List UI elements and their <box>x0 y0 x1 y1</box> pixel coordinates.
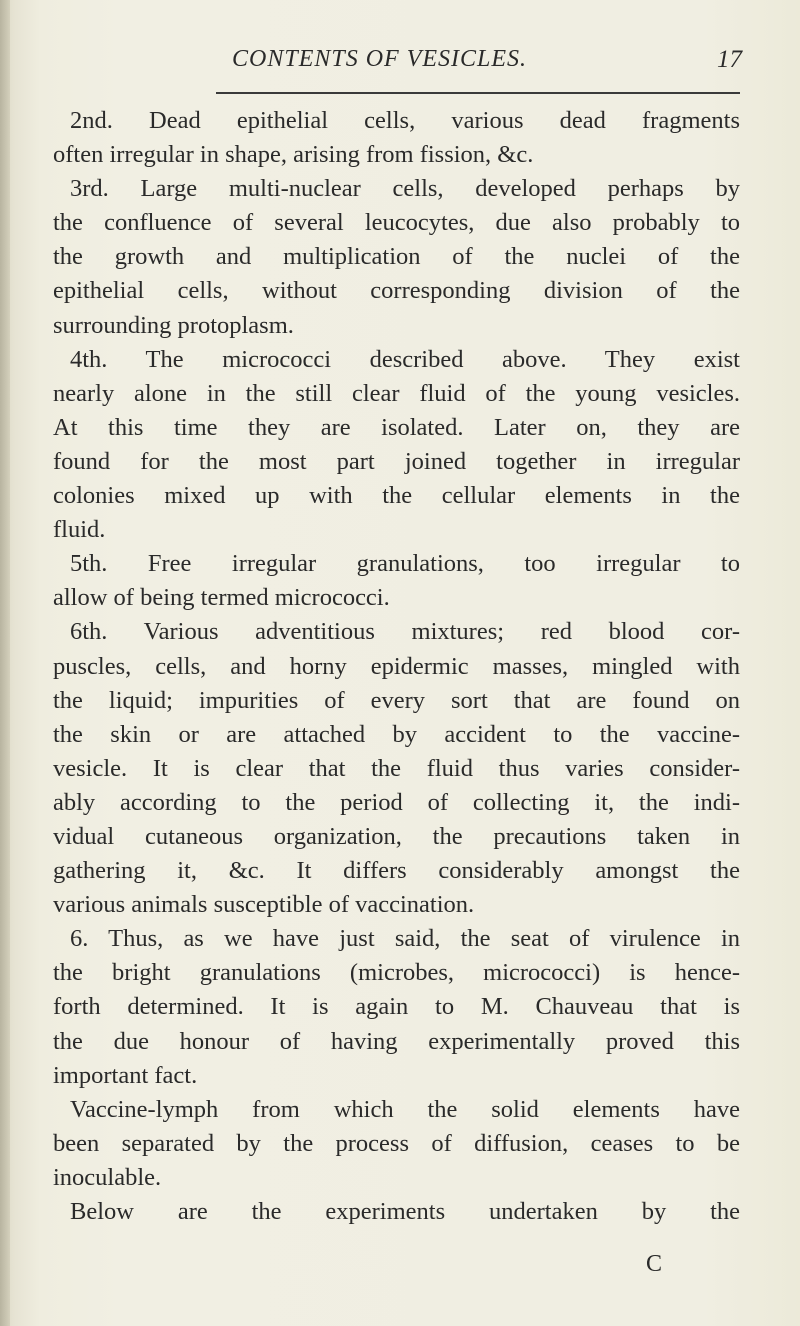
text-line: vesicle. It is clear that the fluid thus varies consider- <box>53 754 740 782</box>
text-line: 3rd. Large multi-nuclear cells, developed perhaps by <box>70 175 740 203</box>
text-line: fluid. <box>53 516 106 544</box>
text-line: the due honour of having experimentally proved this <box>53 1027 740 1055</box>
signature-mark: C <box>646 1251 663 1277</box>
text-line: 6th. Various adventitious mixtures; red blood cor- <box>70 618 740 646</box>
text-line: nearly alone in the still clear fluid of the young vesicles. <box>53 379 740 407</box>
header-rule <box>216 92 740 94</box>
text-line: surrounding protoplasm. <box>53 311 294 339</box>
text-line: vidual cutaneous organization, the precautions taken in <box>53 822 740 850</box>
text-line: the skin or are attached by accident to the vaccine- <box>53 720 740 748</box>
body-text <box>53 104 740 1229</box>
running-title: CONTENTS OF VESICLES. <box>232 46 528 72</box>
text-line: various animals susceptible of vaccination. <box>53 891 475 919</box>
text-line: Below are the experiments undertaken by the <box>70 1198 740 1225</box>
text-line: often irregular in shape, arising from fission, &c. <box>53 141 534 169</box>
text-line: epithelial cells, without corresponding division of the <box>53 277 740 305</box>
running-head <box>60 42 740 82</box>
text-line: important fact. <box>53 1061 198 1089</box>
text-line: inoculable. <box>53 1163 162 1191</box>
text-line: the confluence of several leucocytes, due also probably to <box>53 209 740 237</box>
text-line: gathering it, &c. It differs considerably amongst the <box>53 857 740 885</box>
text-line: allow of being termed micrococci. <box>53 584 390 612</box>
text-line: the growth and multiplication of the nuclei of the <box>53 243 740 271</box>
text-line: 6. Thus, as we have just said, the seat of virulence in <box>70 925 740 953</box>
text-line: At this time they are isolated. Later on, they are <box>53 413 740 441</box>
text-line: Vaccine-lymph from which the solid elements have <box>70 1095 740 1123</box>
text-line: forth determined. It is again to M. Chauveau that is <box>53 993 740 1021</box>
text-line: puscles, cells, and horny epidermic masses, mingled with <box>53 652 740 680</box>
text-line: 5th. Free irregular granulations, too irregular to <box>70 550 740 578</box>
text-line: ably according to the period of collecting it, the indi- <box>53 788 740 816</box>
text-line: colonies mixed up with the cellular elements in the <box>53 482 740 510</box>
text-line: the liquid; impurities of every sort that are found on <box>53 686 740 714</box>
text-line: been separated by the process of diffusion, ceases to be <box>53 1129 740 1157</box>
binding-edge <box>0 0 10 1326</box>
page-number: 17 <box>717 46 742 73</box>
text-line: the bright granulations (microbes, micrococci) is hence- <box>53 959 740 987</box>
text-line: 2nd. Dead epithelial cells, various dead fragments <box>70 107 740 134</box>
text-line: found for the most part joined together in irregular <box>53 447 740 475</box>
text-line: 4th. The micrococci described above. They exist <box>70 345 740 373</box>
